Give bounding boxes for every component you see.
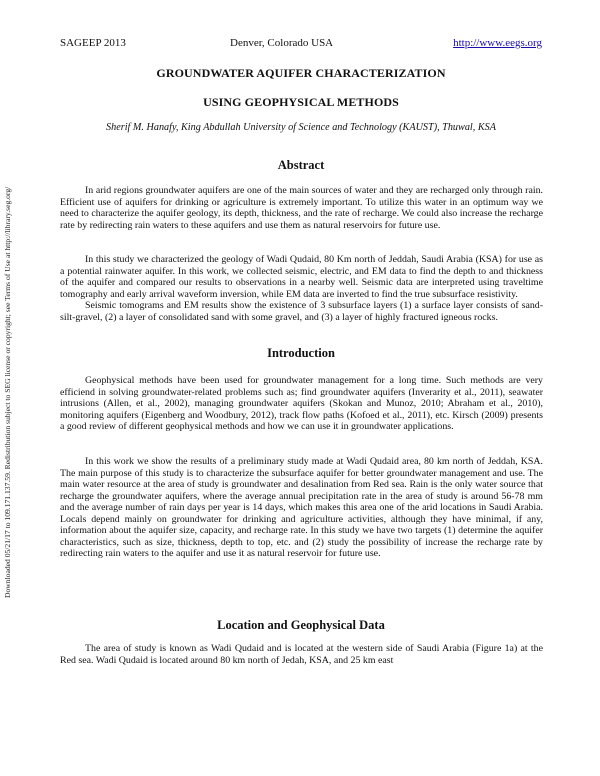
abstract-paragraph-1: In arid regions groundwater aquifers are one of the main sources of water and they are recharged only through rain. Efficient use of aquifers for drinking or agriculture is extremely important. To utilize this water in an optimum way we need to characterize the aquifer geology, its depth, thickness, and the rate of recharge. We could also increase the recharge rate by redirecting rain waters to these aquifers and use them as natural reservoirs for future use. xyxy=(60,185,543,231)
introduction-paragraph-1: Geophysical methods have been used for groundwater management for a long time. Such methods are very efficiend in solving groundwater-related problems such as; find groundwater aquifers (Inverarity et al., 2011), seawater intrusions (Allen, et al., 2002), managing groundwater aquifers (Skokan and Munoz, 2010; Abraham et al., 2010), monitoring aquifers (Eigenberg and Woodbury, 2012), track flow paths (Kofoed et al., 2011), etc. Kirsch (2009) presents a good review of different geophysical methods and how we can use it in groundwater applications. xyxy=(60,375,543,432)
download-notice: Downloaded 05/21/17 to 109.171.137.59. Redistribution subject to SEG license or copyright; see Terms of Use at http://library.seg.org/ xyxy=(3,186,12,598)
abstract-paragraph-2: In this study we characterized the geology of Wadi Qudaid, 80 Km north of Jeddah, Saudi Arabia (KSA) for use as a potential rainwater aquifer. In this work, we collected seismic, electric, and EM data to find the depth to and thickness of the aquifer and compared our results to observations in a nearby well. Seismic data are interpreted using traveltime tomography and early arrival waveform inversion, while EM data are inverted to find the true subsurface resistivity. xyxy=(60,254,543,300)
author-line: Sherif M. Hanafy, King Abdullah University of Science and Technology (KAUST), Thuwal, KSA xyxy=(106,122,496,133)
conference-name: SAGEEP 2013 xyxy=(60,37,126,49)
introduction-heading: Introduction xyxy=(267,346,335,360)
location-paragraph-1: The area of study is known as Wadi Qudaid and is located at the western side of Saudi Arabia (Figure 1a) at the Red sea. Wadi Qudaid is located around 80 km north of Jedah, KSA, and 25 km east xyxy=(60,643,543,666)
conference-url-link[interactable]: http://www.eegs.org xyxy=(453,37,542,49)
location-heading: Location and Geophysical Data xyxy=(217,618,385,632)
introduction-paragraph-2: In this work we show the results of a preliminary study made at Wadi Qudaid area, 80 km north of Jeddah, KSA. The main purpose of this study is to characterize the subsurface aquifer for better groundwater management and use. The main water resource at the area of study is groundwater and desalination from Red sea. Rain is the only water source that recharge the groundwater aquifers, where the average annual precipitation rate in the area of study is around 56-78 mm and the average number of rain days per year is 14 days, which makes this area one of the arid locations in Saudi Arabia. Locals depend mainly on groundwater for drinking and agriculture activities, although they have minimal, if any, information about the aquifer size, capacity, and recharge rate. In this study we have two targets (1) determine the aquifer characteristics, such as size, thickness, depth to top, etc. and (2) study the possibility of increase the recharge rate by redirecting rain waters to the aquifer and use it as natural reservoir for future use. xyxy=(60,456,543,559)
running-header xyxy=(60,37,542,51)
paper-title-line-1: GROUNDWATER AQUIFER CHARACTERIZATION xyxy=(156,66,446,80)
abstract-paragraph-3: Seismic tomograms and EM results show the existence of 3 subsurface layers (1) a surface layer consists of sand-silt-gravel, (2) a layer of consolidated sand with some gravel, and (3) a layer of highly fractured igneous rocks. xyxy=(60,300,543,323)
paper-title-line-2: USING GEOPHYSICAL METHODS xyxy=(203,95,399,109)
conference-location: Denver, Colorado USA xyxy=(230,37,334,49)
abstract-heading: Abstract xyxy=(277,158,325,172)
